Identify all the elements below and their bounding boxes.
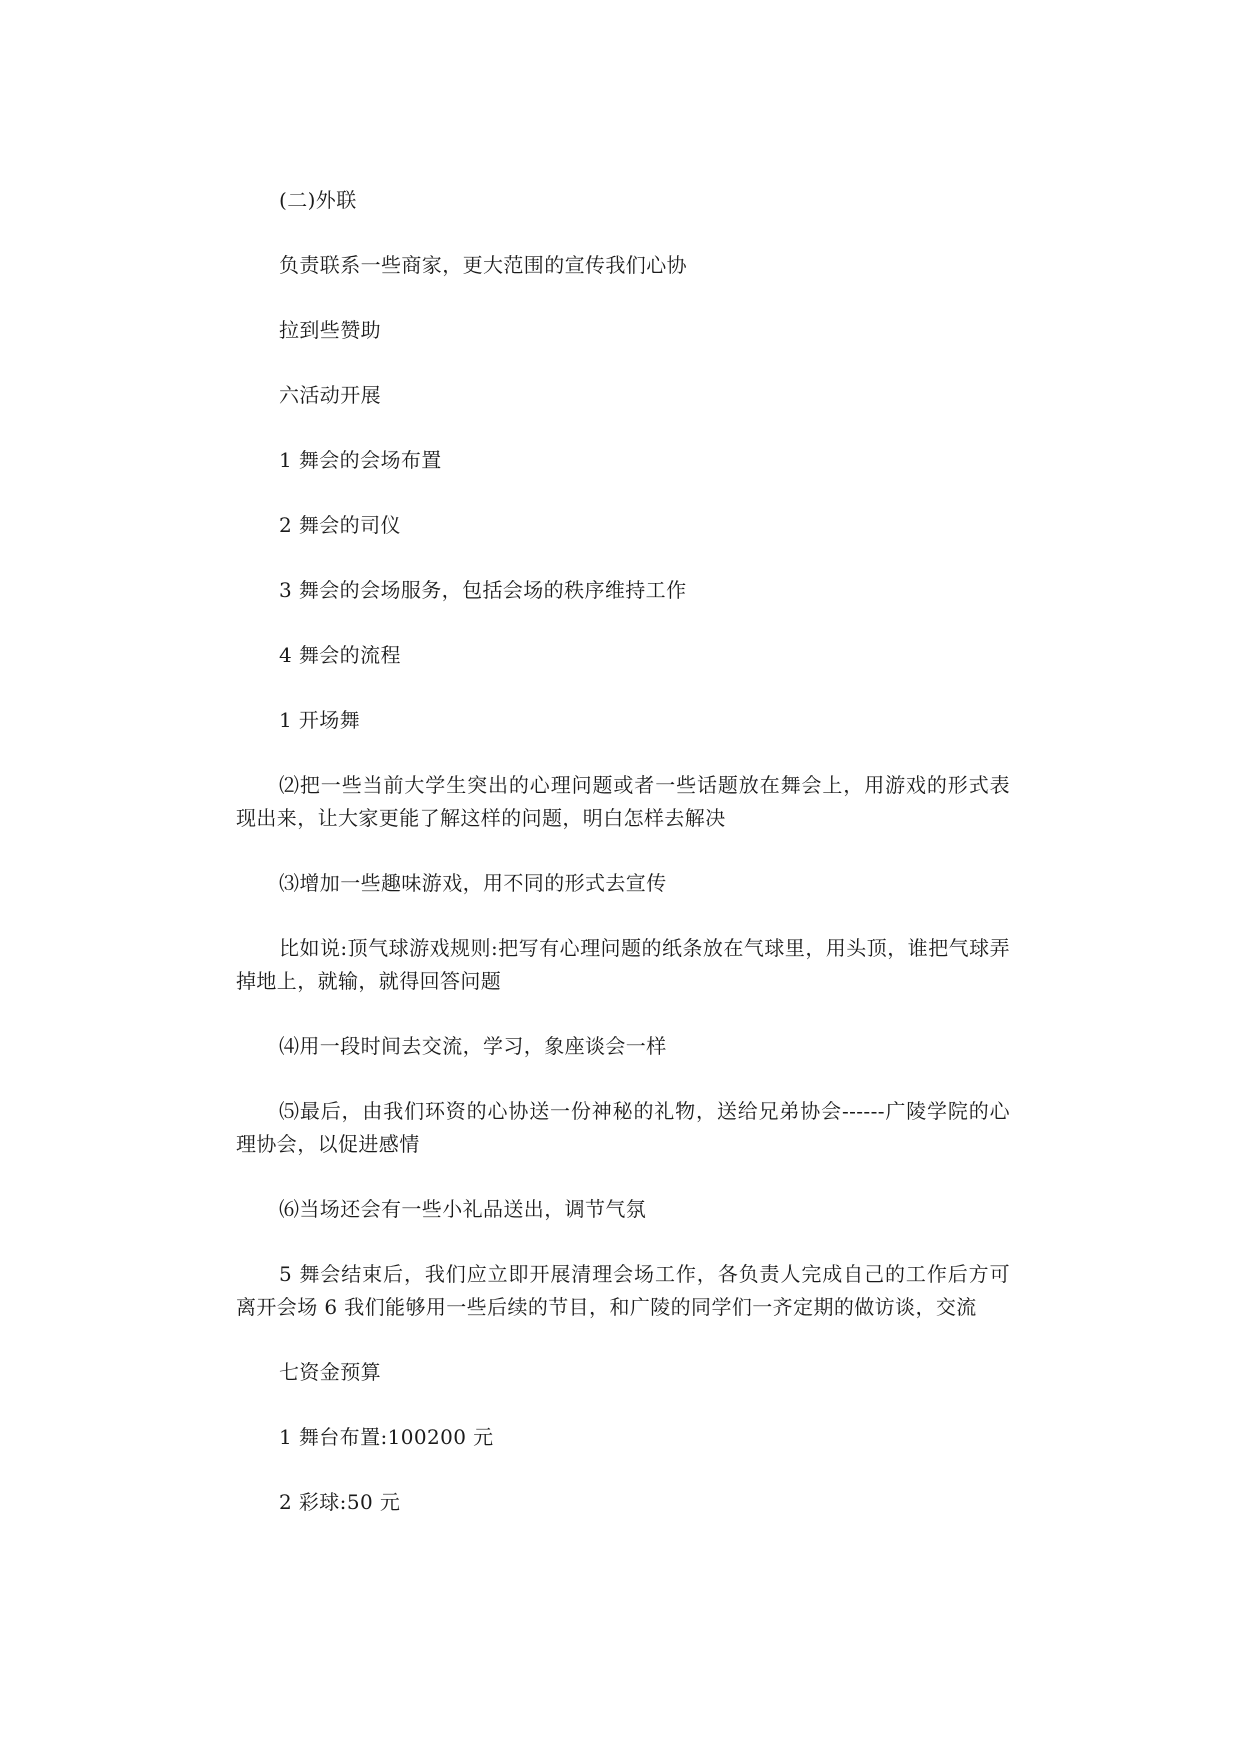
list-item: ⑸最后，由我们环资的心协送一份神秘的礼物，送给兄弟协会------广陵学院的心理协会，以促进感情 [236, 1099, 1010, 1156]
section-heading-budget: 七资金预算 [279, 1360, 381, 1384]
list-item: 1 舞会的会场布置 [279, 448, 442, 472]
list-item: 1 舞台布置:100200 元 [279, 1425, 494, 1449]
list-item: ⑷用一段时间去交流，学习，象座谈会一样 [279, 1034, 667, 1058]
list-item: 2 舞会的司仪 [279, 513, 401, 537]
list-item: 3 舞会的会场服务，包括会场的秩序维持工作 [279, 578, 687, 602]
section-heading-activities: 六活动开展 [279, 383, 381, 407]
paragraph: 比如说:顶气球游戏规则:把写有心理问题的纸条放在气球里，用头顶，谁把气球弄掉地上，就输，就得回答问题 [236, 936, 1010, 993]
list-item: ⑶增加一些趣味游戏，用不同的形式去宣传 [279, 871, 667, 895]
list-item: 4 舞会的流程 [279, 643, 401, 667]
section-heading-outreach: (二)外联 [279, 188, 357, 212]
list-item: 2 彩球:50 元 [279, 1490, 401, 1514]
paragraph: 拉到些赞助 [279, 318, 381, 342]
paragraph: 负责联系一些商家，更大范围的宣传我们心协 [279, 253, 687, 277]
document-body [236, 184, 1010, 1551]
list-item: 5 舞会结束后，我们应立即开展清理会场工作，各负责人完成自己的工作后方可离开会场 6 我们能够用一些后续的节目，和广陵的同学们一齐定期的做访谈，交流 [236, 1262, 1010, 1319]
list-item: ⑵把一些当前大学生突出的心理问题或者一些话题放在舞会上，用游戏的形式表现出来，让大家更能了解这样的问题，明白怎样去解决 [236, 773, 1010, 830]
list-item: 1 开场舞 [279, 708, 361, 732]
list-item: ⑹当场还会有一些小礼品送出，调节气氛 [279, 1197, 647, 1221]
